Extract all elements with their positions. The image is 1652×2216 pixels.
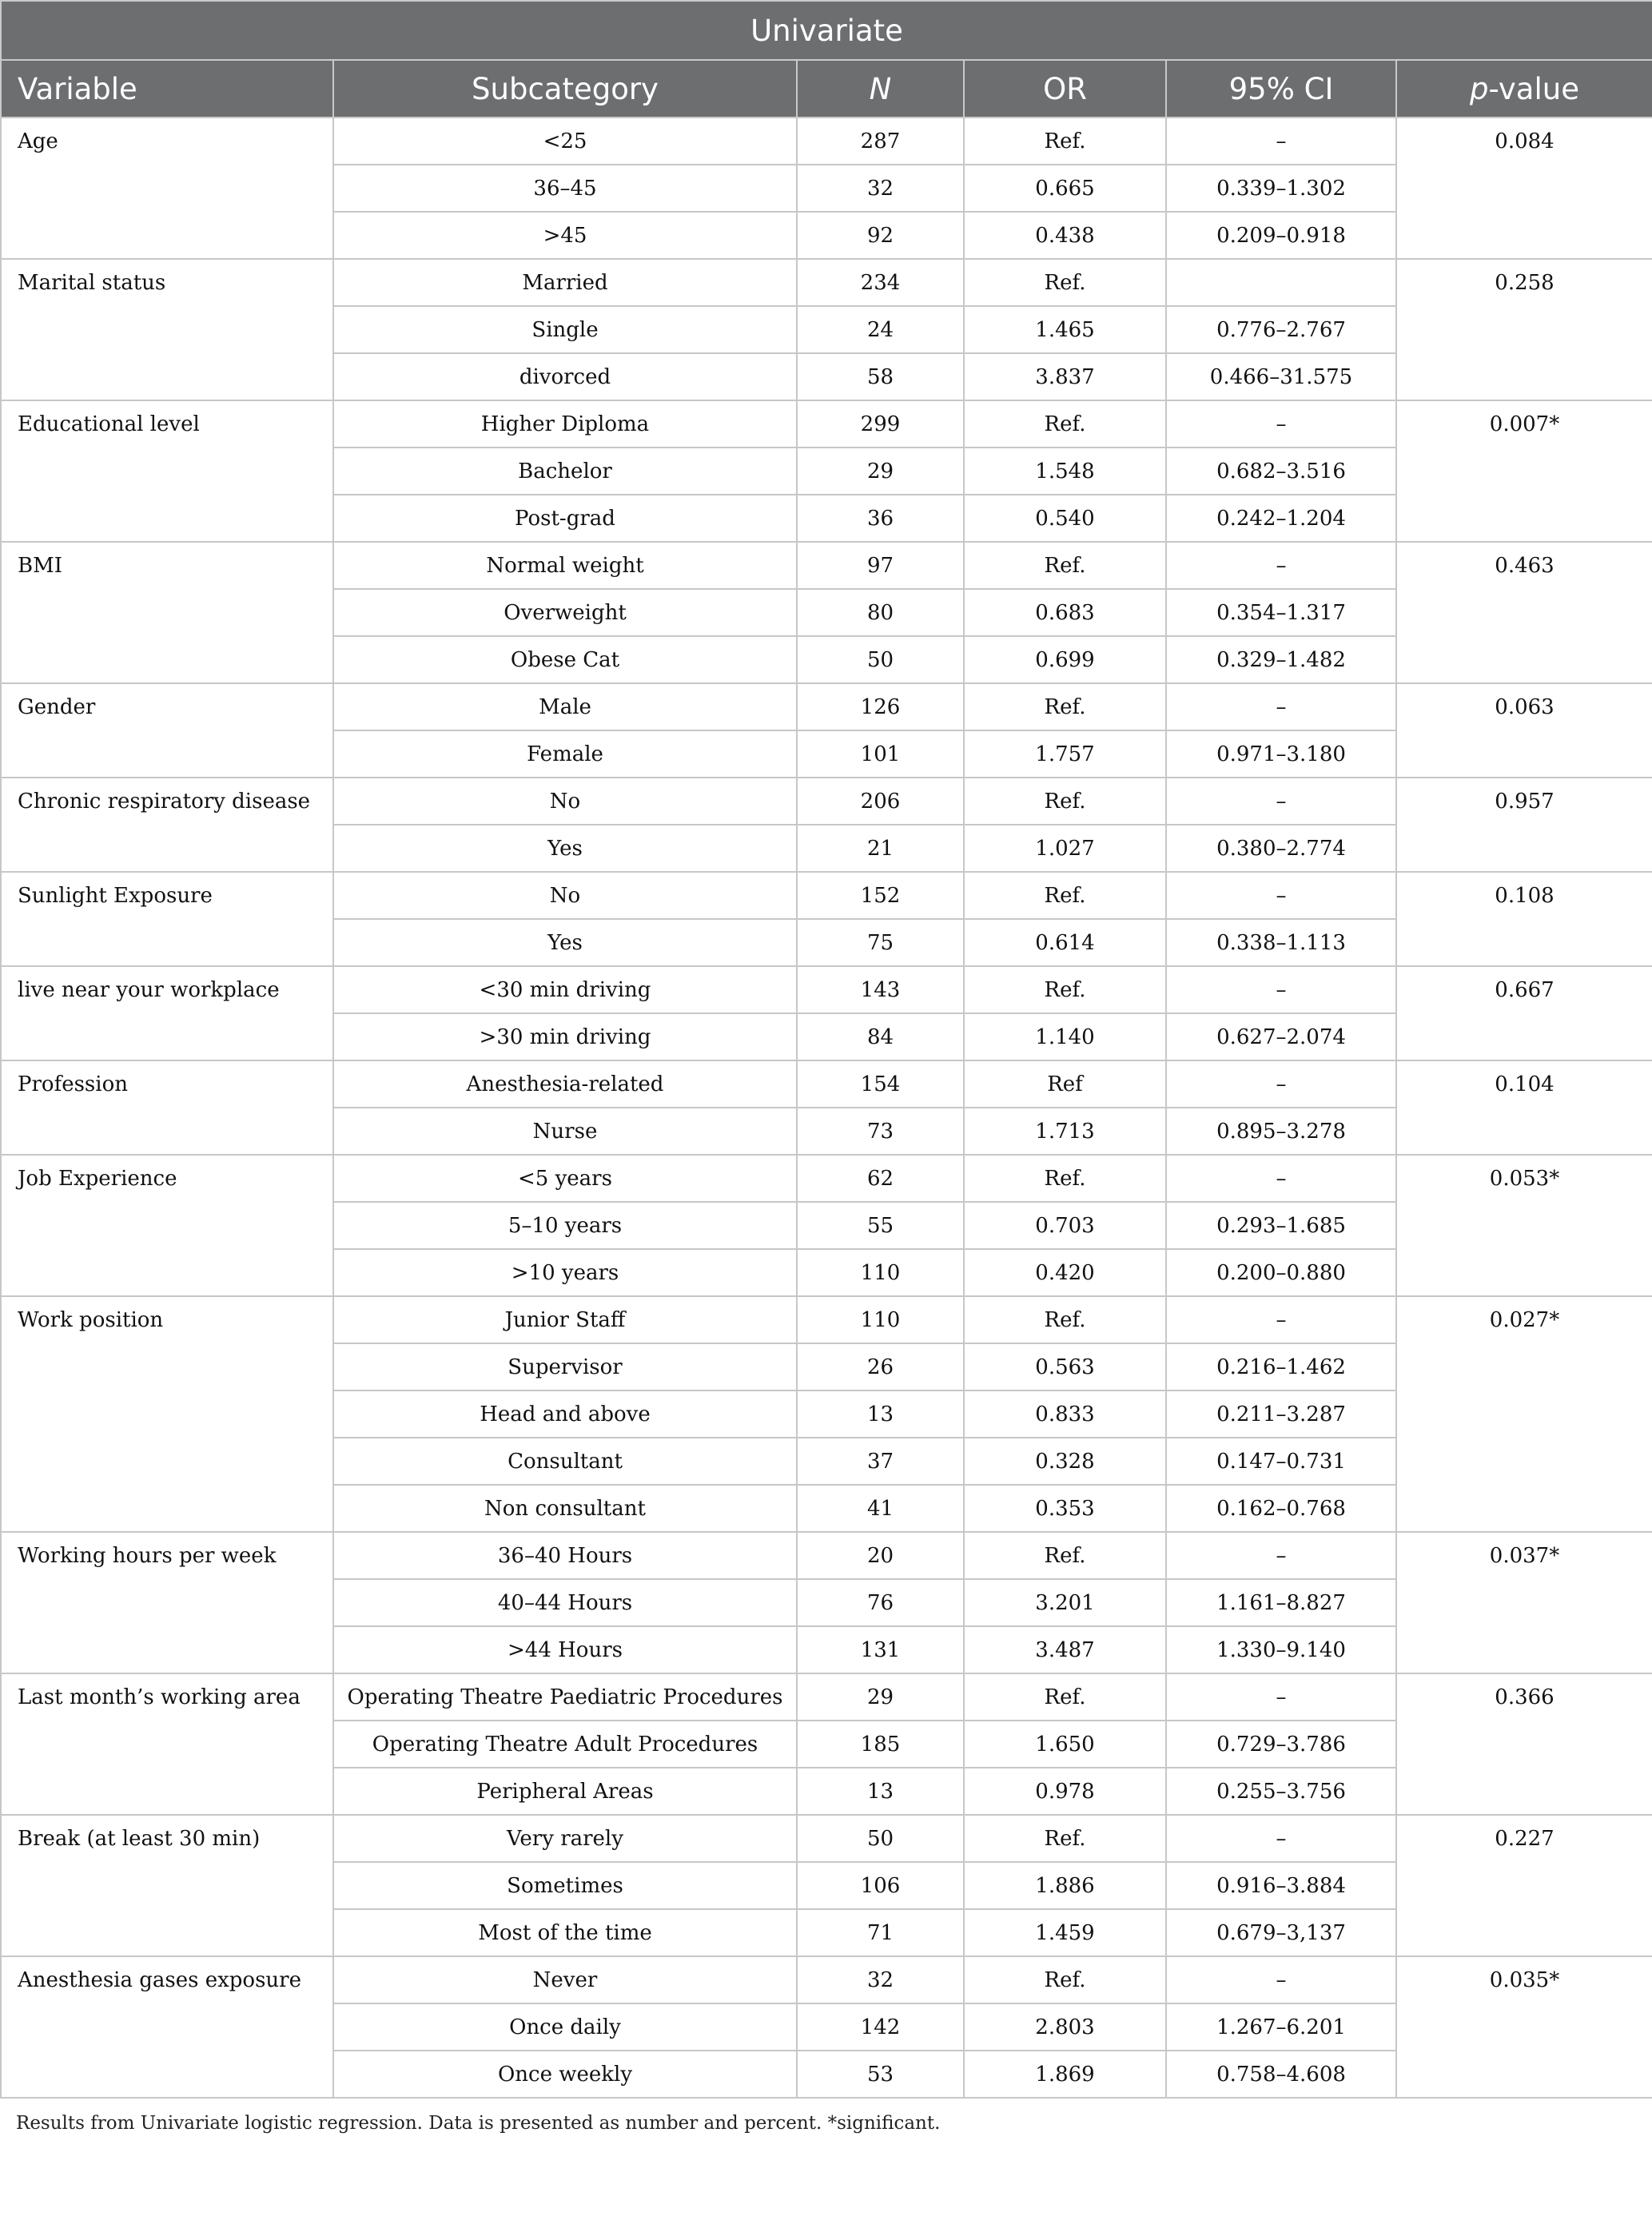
ci-cell: – — [1166, 1155, 1396, 1202]
table-row — [1, 117, 1652, 165]
n-cell: 106 — [797, 1862, 964, 1909]
table-row — [1, 1060, 1652, 1108]
or-cell: 1.869 — [964, 2051, 1166, 2098]
ci-cell: 0.354–1.317 — [1166, 589, 1396, 636]
or-cell: 0.833 — [964, 1390, 1166, 1438]
subcategory-cell: Female — [333, 730, 797, 778]
ci-cell: 0.200–0.880 — [1166, 1249, 1396, 1296]
subcategory-cell: 36–45 — [333, 165, 797, 212]
ci-cell: 0.729–3.786 — [1166, 1721, 1396, 1768]
subcategory-cell: >30 min driving — [333, 1013, 797, 1060]
or-cell: 1.140 — [964, 1013, 1166, 1060]
subcategory-cell: 5–10 years — [333, 1202, 797, 1249]
n-cell: 13 — [797, 1768, 964, 1815]
n-cell: 126 — [797, 683, 964, 730]
header-or: OR — [964, 60, 1166, 117]
ci-cell: – — [1166, 1532, 1396, 1579]
header-subcategory: Subcategory — [333, 60, 797, 117]
table-row — [1, 1296, 1652, 1343]
variable-cell: Job Experience — [1, 1155, 333, 1296]
subcategory-cell: Anesthesia-related — [333, 1060, 797, 1108]
subcategory-cell: Post-grad — [333, 495, 797, 542]
n-cell: 32 — [797, 1956, 964, 2003]
ci-cell: 0.211–3.287 — [1166, 1390, 1396, 1438]
p-value-cell: 0.108 — [1396, 872, 1652, 966]
or-cell: 0.328 — [964, 1438, 1166, 1485]
subcategory-cell: <25 — [333, 117, 797, 165]
or-cell: 0.703 — [964, 1202, 1166, 1249]
or-cell: 0.438 — [964, 212, 1166, 259]
header-p-value — [1396, 60, 1652, 117]
table-row — [1, 400, 1652, 448]
or-cell: 3.201 — [964, 1579, 1166, 1626]
or-cell: 3.487 — [964, 1626, 1166, 1673]
header-p-italic: p — [1470, 71, 1489, 106]
subcategory-cell: Most of the time — [333, 1909, 797, 1956]
n-cell: 73 — [797, 1108, 964, 1155]
n-cell: 206 — [797, 778, 964, 825]
table-row — [1, 1155, 1652, 1202]
table-row — [1, 542, 1652, 589]
variable-cell: Working hours per week — [1, 1532, 333, 1673]
n-cell: 13 — [797, 1390, 964, 1438]
or-cell: Ref. — [964, 1532, 1166, 1579]
or-cell: 1.757 — [964, 730, 1166, 778]
or-cell: Ref. — [964, 542, 1166, 589]
or-cell: Ref. — [964, 1296, 1166, 1343]
ci-cell: 0.627–2.074 — [1166, 1013, 1396, 1060]
p-value-cell: 0.667 — [1396, 966, 1652, 1060]
n-cell: 29 — [797, 1673, 964, 1721]
p-value-cell: 0.366 — [1396, 1673, 1652, 1815]
or-cell: 0.665 — [964, 165, 1166, 212]
or-cell: Ref — [964, 1060, 1166, 1108]
subcategory-cell: <30 min driving — [333, 966, 797, 1013]
subcategory-cell: Head and above — [333, 1390, 797, 1438]
ci-cell: 0.895–3.278 — [1166, 1108, 1396, 1155]
n-cell: 299 — [797, 400, 964, 448]
or-cell: Ref. — [964, 1956, 1166, 2003]
subcategory-cell: Male — [333, 683, 797, 730]
n-cell: 26 — [797, 1343, 964, 1390]
n-cell: 185 — [797, 1721, 964, 1768]
n-cell: 101 — [797, 730, 964, 778]
table-body — [1, 117, 1652, 2098]
ci-cell: – — [1166, 1673, 1396, 1721]
subcategory-cell: Overweight — [333, 589, 797, 636]
or-cell: Ref. — [964, 259, 1166, 306]
ci-cell: 0.147–0.731 — [1166, 1438, 1396, 1485]
table-row — [1, 1956, 1652, 2003]
or-cell: 1.459 — [964, 1909, 1166, 1956]
subcategory-cell: Bachelor — [333, 448, 797, 495]
n-cell: 37 — [797, 1438, 964, 1485]
subcategory-cell: Junior Staff — [333, 1296, 797, 1343]
or-cell: Ref. — [964, 683, 1166, 730]
ci-cell: – — [1166, 1060, 1396, 1108]
n-cell: 58 — [797, 353, 964, 400]
n-cell: 50 — [797, 1815, 964, 1862]
ci-cell: – — [1166, 400, 1396, 448]
p-value-cell: 0.035* — [1396, 1956, 1652, 2098]
ci-cell: 0.679–3,137 — [1166, 1909, 1396, 1956]
or-cell: 1.027 — [964, 825, 1166, 872]
or-cell: 0.978 — [964, 1768, 1166, 1815]
or-cell: 0.699 — [964, 636, 1166, 683]
p-value-cell: 0.227 — [1396, 1815, 1652, 1956]
n-cell: 142 — [797, 2003, 964, 2051]
or-cell: Ref. — [964, 1155, 1166, 1202]
n-cell: 152 — [797, 872, 964, 919]
p-value-cell: 0.007* — [1396, 400, 1652, 542]
n-cell: 80 — [797, 589, 964, 636]
p-value-cell: 0.063 — [1396, 683, 1652, 778]
variable-cell: Profession — [1, 1060, 333, 1155]
p-value-cell: 0.104 — [1396, 1060, 1652, 1155]
subcategory-cell: Once weekly — [333, 2051, 797, 2098]
subcategory-cell: No — [333, 778, 797, 825]
p-value-cell: 0.463 — [1396, 542, 1652, 683]
ci-cell: 1.330–9.140 — [1166, 1626, 1396, 1673]
n-cell: 75 — [797, 919, 964, 966]
table-row — [1, 683, 1652, 730]
n-cell: 36 — [797, 495, 964, 542]
ci-cell: 0.916–3.884 — [1166, 1862, 1396, 1909]
table-row — [1, 778, 1652, 825]
variable-cell: Work position — [1, 1296, 333, 1532]
ci-cell: 0.216–1.462 — [1166, 1343, 1396, 1390]
subcategory-cell: Consultant — [333, 1438, 797, 1485]
n-cell: 21 — [797, 825, 964, 872]
n-cell: 76 — [797, 1579, 964, 1626]
subcategory-cell: >44 Hours — [333, 1626, 797, 1673]
ci-cell: – — [1166, 1815, 1396, 1862]
n-cell: 62 — [797, 1155, 964, 1202]
table-row — [1, 1673, 1652, 1721]
ci-cell: 0.776–2.767 — [1166, 306, 1396, 353]
ci-cell: 0.971–3.180 — [1166, 730, 1396, 778]
or-cell: 0.683 — [964, 589, 1166, 636]
ci-cell: – — [1166, 683, 1396, 730]
variable-cell: BMI — [1, 542, 333, 683]
ci-cell: 0.242–1.204 — [1166, 495, 1396, 542]
p-value-cell: 0.957 — [1396, 778, 1652, 872]
subcategory-cell: Single — [333, 306, 797, 353]
p-value-cell: 0.037* — [1396, 1532, 1652, 1673]
subcategory-cell: >45 — [333, 212, 797, 259]
ci-cell: 0.162–0.768 — [1166, 1485, 1396, 1532]
subcategory-cell: >10 years — [333, 1249, 797, 1296]
ci-cell: – — [1166, 872, 1396, 919]
or-cell: 0.353 — [964, 1485, 1166, 1532]
variable-cell: Educational level — [1, 400, 333, 542]
subcategory-cell: Supervisor — [333, 1343, 797, 1390]
n-cell: 131 — [797, 1626, 964, 1673]
or-cell: Ref. — [964, 1815, 1166, 1862]
ci-cell: – — [1166, 1956, 1396, 2003]
subcategory-cell: divorced — [333, 353, 797, 400]
variable-cell: Age — [1, 117, 333, 259]
n-cell: 32 — [797, 165, 964, 212]
header-p-rest: -value — [1488, 71, 1579, 106]
n-cell: 143 — [797, 966, 964, 1013]
subcategory-cell: Yes — [333, 919, 797, 966]
n-cell: 71 — [797, 1909, 964, 1956]
ci-cell: 0.209–0.918 — [1166, 212, 1396, 259]
ci-cell: – — [1166, 542, 1396, 589]
or-cell: 1.465 — [964, 306, 1166, 353]
n-cell: 53 — [797, 2051, 964, 2098]
p-value-cell: 0.084 — [1396, 117, 1652, 259]
p-value-cell: 0.053* — [1396, 1155, 1652, 1296]
subcategory-cell: Non consultant — [333, 1485, 797, 1532]
ci-cell: 0.758–4.608 — [1166, 2051, 1396, 2098]
n-cell: 154 — [797, 1060, 964, 1108]
n-cell: 287 — [797, 117, 964, 165]
or-cell: 0.420 — [964, 1249, 1166, 1296]
or-cell: 1.713 — [964, 1108, 1166, 1155]
table-title: Univariate — [1, 1, 1652, 60]
n-cell: 50 — [797, 636, 964, 683]
ci-cell: 0.293–1.685 — [1166, 1202, 1396, 1249]
ci-cell: 1.161–8.827 — [1166, 1579, 1396, 1626]
subcategory-cell: Operating Theatre Adult Procedures — [333, 1721, 797, 1768]
or-cell: Ref. — [964, 872, 1166, 919]
subcategory-cell: Obese Cat — [333, 636, 797, 683]
subcategory-cell: Once daily — [333, 2003, 797, 2051]
p-value-cell: 0.027* — [1396, 1296, 1652, 1532]
subcategory-cell: Very rarely — [333, 1815, 797, 1862]
n-cell: 110 — [797, 1296, 964, 1343]
or-cell: Ref. — [964, 966, 1166, 1013]
table-row — [1, 872, 1652, 919]
or-cell: Ref. — [964, 778, 1166, 825]
variable-cell: Gender — [1, 683, 333, 778]
n-cell: 55 — [797, 1202, 964, 1249]
n-cell: 41 — [797, 1485, 964, 1532]
header-variable: Variable — [1, 60, 333, 117]
n-cell: 110 — [797, 1249, 964, 1296]
p-value-cell: 0.258 — [1396, 259, 1652, 400]
subcategory-cell: Never — [333, 1956, 797, 2003]
or-cell: 0.563 — [964, 1343, 1166, 1390]
table-row — [1, 1532, 1652, 1579]
variable-cell: Marital status — [1, 259, 333, 400]
table-row — [1, 259, 1652, 306]
n-cell: 29 — [797, 448, 964, 495]
variable-cell: Chronic respiratory disease — [1, 778, 333, 872]
ci-cell: – — [1166, 117, 1396, 165]
variable-cell: Last month’s working area — [1, 1673, 333, 1815]
subcategory-cell: <5 years — [333, 1155, 797, 1202]
ci-cell: 0.339–1.302 — [1166, 165, 1396, 212]
ci-cell: 0.682–3.516 — [1166, 448, 1396, 495]
n-cell: 92 — [797, 212, 964, 259]
ci-cell: – — [1166, 966, 1396, 1013]
or-cell: 0.540 — [964, 495, 1166, 542]
variable-cell: Anesthesia gases exposure — [1, 1956, 333, 2098]
or-cell: 1.886 — [964, 1862, 1166, 1909]
subcategory-cell: 40–44 Hours — [333, 1579, 797, 1626]
subcategory-cell: No — [333, 872, 797, 919]
ci-cell: 1.267–6.201 — [1166, 2003, 1396, 2051]
subcategory-cell: Higher Diploma — [333, 400, 797, 448]
subcategory-cell: Sometimes — [333, 1862, 797, 1909]
subcategory-cell: 36–40 Hours — [333, 1532, 797, 1579]
header-n: N — [797, 60, 964, 117]
ci-cell: 0.338–1.113 — [1166, 919, 1396, 966]
or-cell: 2.803 — [964, 2003, 1166, 2051]
header-ci: 95% CI — [1166, 60, 1396, 117]
or-cell: Ref. — [964, 117, 1166, 165]
ci-cell: 0.380–2.774 — [1166, 825, 1396, 872]
n-cell: 234 — [797, 259, 964, 306]
subcategory-cell: Yes — [333, 825, 797, 872]
ci-cell — [1166, 259, 1396, 306]
variable-cell: Sunlight Exposure — [1, 872, 333, 966]
n-cell: 97 — [797, 542, 964, 589]
ci-cell: 0.255–3.756 — [1166, 1768, 1396, 1815]
table-row — [1, 1815, 1652, 1862]
or-cell: Ref. — [964, 1673, 1166, 1721]
ci-cell: 0.466–31.575 — [1166, 353, 1396, 400]
or-cell: 0.614 — [964, 919, 1166, 966]
subcategory-cell: Peripheral Areas — [333, 1768, 797, 1815]
subcategory-cell: Operating Theatre Paediatric Procedures — [333, 1673, 797, 1721]
or-cell: 1.548 — [964, 448, 1166, 495]
or-cell: Ref. — [964, 400, 1166, 448]
ci-cell: – — [1166, 778, 1396, 825]
n-cell: 84 — [797, 1013, 964, 1060]
subcategory-cell: Married — [333, 259, 797, 306]
variable-cell: live near your workplace — [1, 966, 333, 1060]
subcategory-cell: Nurse — [333, 1108, 797, 1155]
n-cell: 20 — [797, 1532, 964, 1579]
ci-cell: 0.329–1.482 — [1166, 636, 1396, 683]
variable-cell: Break (at least 30 min) — [1, 1815, 333, 1956]
subcategory-cell: Normal weight — [333, 542, 797, 589]
or-cell: 3.837 — [964, 353, 1166, 400]
n-cell: 24 — [797, 306, 964, 353]
ci-cell: – — [1166, 1296, 1396, 1343]
or-cell: 1.650 — [964, 1721, 1166, 1768]
table-row — [1, 966, 1652, 1013]
table-footnote: Results from Univariate logistic regression. Data is presented as number and percent. *significant. — [16, 2113, 941, 2134]
